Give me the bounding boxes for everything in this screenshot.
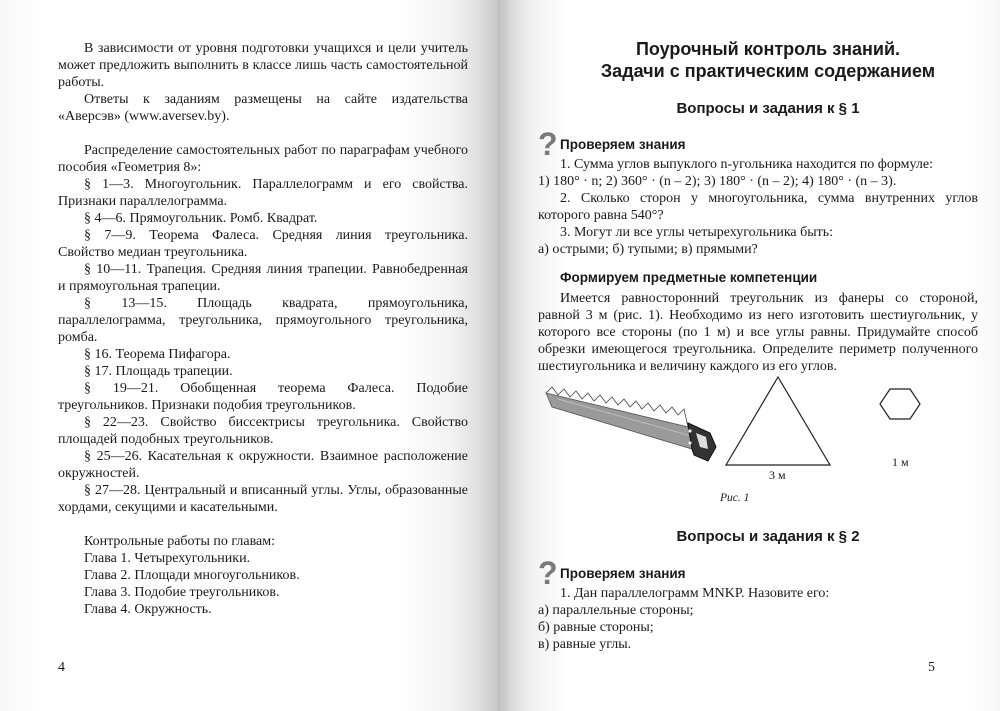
section-2-subheading: Проверяем знания [560, 566, 686, 581]
paragraph: § 16. Теорема Пифагора. [84, 347, 231, 362]
section-1-heading: Вопросы и задания к § 1 [676, 100, 860, 117]
question-options: 1) 180° · n; 2) 360° · (n – 2); 3) 180° · (n – 2); 4) 180° · (n – 3). [538, 174, 897, 189]
question-mark-icon: ? [538, 126, 558, 162]
section-2-heading: Вопросы и задания к § 2 [676, 528, 860, 545]
left-page [0, 0, 498, 711]
question: 2. Сколько сторон у многоугольника, сумма внутренних углов которого равна 540°? [538, 191, 978, 223]
list-item: а) параллельные стороны; [538, 603, 694, 618]
paragraph: Ответы к заданиям размещены на сайте издательства «Аверсэв» (www.aversev.by). [58, 92, 468, 124]
paragraph: Распределение самостоятельных работ по параграфам учебного пособия «Геометрия 8»: [58, 143, 468, 175]
figure-caption: Рис. 1 [720, 492, 750, 504]
paragraph: В зависимости от уровня подготовки учащихся и цели учитель может предложить выполнить в классе лишь часть самостоятельной работы. [58, 41, 468, 90]
hexagon-shape [880, 389, 920, 419]
paragraph: § 7—9. Теорема Фалеса. Средняя линия треугольника. Свойство медиан треугольника. [58, 228, 468, 260]
triangle-shape [726, 377, 830, 465]
task-text [538, 290, 978, 375]
figure-1 [538, 375, 978, 475]
page-number-right: 5 [928, 660, 935, 675]
section-2-questions [538, 585, 978, 653]
paragraph: § 13—15. Площадь квадрата, прямоугольника, параллелограмма, треугольника, прямоугольного треугольника, ромба. [58, 296, 468, 345]
paragraph: § 27—28. Центральный и вписанный углы. Углы, образованные хордами, секущими и касательными. [58, 483, 468, 515]
title-line-1: Поурочный контроль знаний. [635, 39, 901, 59]
paragraph: § 4—6. Прямоугольник. Ромб. Квадрат. [84, 211, 318, 226]
paragraph: Контрольные работы по главам: [84, 534, 276, 549]
left-page-text [58, 40, 468, 618]
question-mark-icon: ? [538, 555, 558, 591]
triangle-label: 3 м [769, 468, 786, 482]
paragraph: § 17. Площадь трапеции. [84, 364, 233, 379]
page-title [548, 38, 988, 82]
title-line-2: Задачи с практическим содержанием [600, 61, 936, 81]
hexagon-label: 1 м [892, 455, 909, 469]
paragraph: § 10—11. Трапеция. Средняя линия трапеции. Равнобедренная и прямоугольная трапеции. [58, 262, 468, 294]
page-number-left: 4 [58, 660, 65, 675]
list-item: б) равные стороны; [538, 620, 654, 635]
paragraph: § 22—23. Свойство биссектрисы треугольника. Свойство площадей подобных треугольников. [58, 415, 468, 447]
right-page [498, 0, 1000, 711]
paragraph: Глава 4. Окружность. [84, 602, 212, 617]
paragraph: Глава 1. Четырехугольники. [84, 551, 251, 566]
list-item: в) равные углы. [538, 637, 632, 652]
paragraph: § 25—26. Касательная к окружности. Взаимное расположение окружностей. [58, 449, 468, 481]
paragraph: Глава 2. Площади многоугольников. [84, 568, 300, 583]
question: 3. Могут ли все углы четырехугольника быть: [560, 225, 834, 240]
question-options: а) острыми; б) тупыми; в) прямыми? [538, 242, 758, 257]
section-1-subheading-2: Формируем предметные компетенции [560, 270, 818, 285]
question: 1. Сумма углов выпуклого n-угольника находится по формуле: [560, 157, 934, 172]
paragraph: § 1—3. Многоугольник. Параллелограмм и его свойства. Признаки параллелограмма. [58, 177, 468, 209]
paragraph: Глава 3. Подобие треугольников. [84, 585, 280, 600]
question: 1. Дан параллелограмм MNKP. Назовите его: [560, 586, 830, 601]
paragraph: § 19—21. Обобщенная теорема Фалеса. Подобие треугольников. Признаки подобия треугольников. [58, 381, 468, 413]
saw-icon [546, 387, 716, 461]
task-paragraph: Имеется равносторонний треугольник из фанеры со стороной, равной 3 м (рис. 1). Необходимо из него изготовить шестиугольник, у которого все стороны (по 1 м) и все углы равны. Придумайте способ обрезки имеющегося треугольника. Определите периметр полученного шестиугольника и величину каждого из его углов. [538, 291, 978, 374]
section-1-subheading: Проверяем знания [560, 137, 686, 152]
section-1-questions [538, 156, 978, 258]
